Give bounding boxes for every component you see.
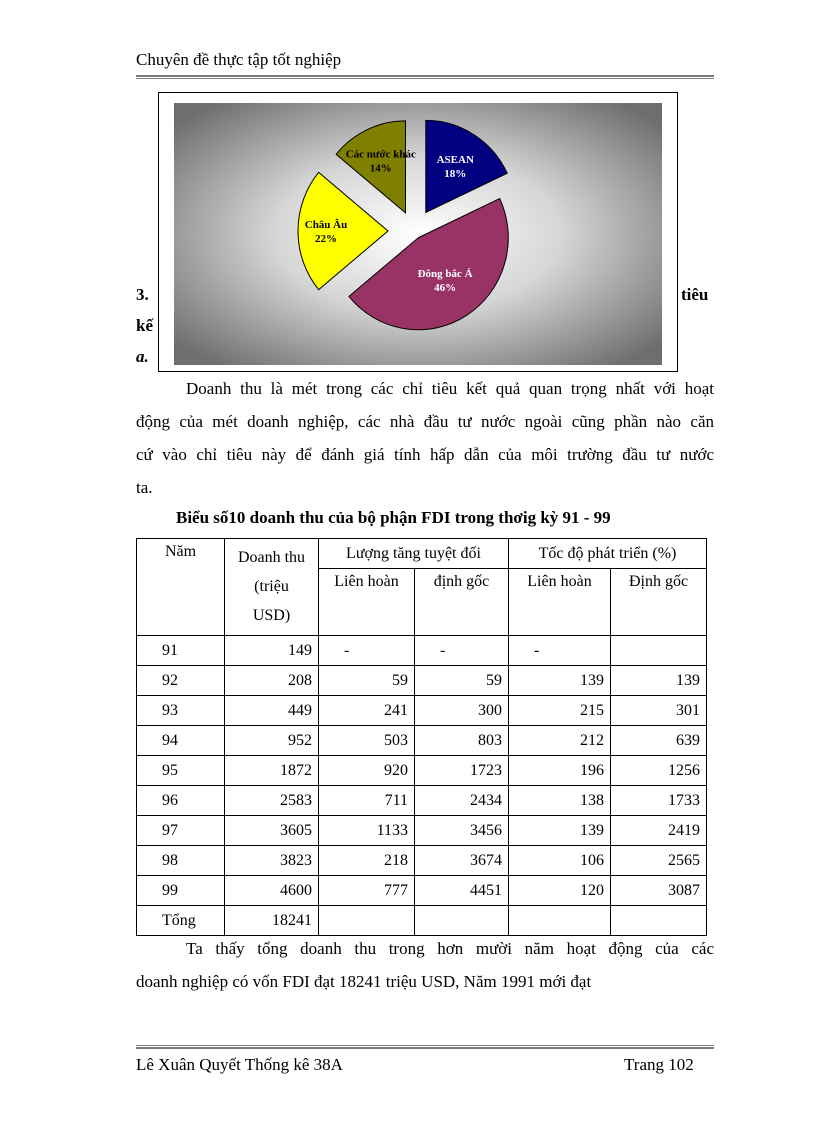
pie-slice-name-label: Châu Âu — [304, 219, 348, 231]
hidden-heading-fragment: kế — [136, 316, 153, 335]
table-cell: - — [319, 636, 415, 666]
header-growth-rate: Tốc độ phát triển (%) — [509, 539, 707, 569]
table-cell: 300 — [415, 696, 509, 726]
header-year: Năm — [137, 539, 225, 636]
paragraph-line: động của mét doanh nghiệp, các nhà đầu tư nước ngoài cũng phần nào căn — [136, 412, 714, 431]
pie-slice-name-label: Các nước khác — [345, 148, 416, 161]
table-cell: 2434 — [415, 786, 509, 816]
footer-page-number: Trang 102 — [624, 1055, 694, 1074]
paragraph-line: ta. — [136, 478, 153, 497]
header-absolute-increase: Lượng tăng tuyệt đối — [319, 539, 509, 569]
table-row — [137, 876, 707, 906]
cell-year: 92 — [137, 666, 225, 696]
table-cell: 920 — [319, 756, 415, 786]
cell-year: 94 — [137, 726, 225, 756]
table-cell: 3605 — [225, 816, 319, 846]
table-cell: 208 — [225, 666, 319, 696]
cell-year: Tổng — [137, 906, 225, 936]
pie-slice-name-label: Đông bắc Á — [417, 267, 473, 280]
table-cell — [509, 906, 611, 936]
table-cell: 218 — [319, 846, 415, 876]
cell-year: 97 — [137, 816, 225, 846]
table-cell: 1733 — [611, 786, 707, 816]
header-chain: Liên hoàn — [509, 569, 611, 636]
table-cell: 1133 — [319, 816, 415, 846]
pie-slice-name-label: ASEAN — [436, 153, 474, 166]
table-cell: 4600 — [225, 876, 319, 906]
cell-year: 99 — [137, 876, 225, 906]
table-cell: 1872 — [225, 756, 319, 786]
table-row — [137, 846, 707, 876]
table-cell: 777 — [319, 876, 415, 906]
hidden-heading-fragment: tiêu — [681, 285, 709, 304]
table-cell: 241 — [319, 696, 415, 726]
table-row — [137, 816, 707, 846]
cell-year: 95 — [137, 756, 225, 786]
table-cell: 803 — [415, 726, 509, 756]
table-cell: 952 — [225, 726, 319, 756]
table-cell: 4451 — [415, 876, 509, 906]
table-cell: 139 — [509, 816, 611, 846]
cell-year: 93 — [137, 696, 225, 726]
table-cell: 59 — [319, 666, 415, 696]
footer-author: Lê Xuân Quyết Thống kê 38A — [136, 1055, 343, 1074]
table-cell: 3674 — [415, 846, 509, 876]
paragraph-line: doanh nghiệp có vốn FDI đạt 18241 triệu USD, Năm 1991 mới đạt — [136, 972, 592, 991]
header-revenue-line: (triệu — [254, 578, 289, 595]
header-base: Định gốc — [611, 569, 707, 636]
table-cell: 120 — [509, 876, 611, 906]
table-cell: - — [509, 636, 611, 666]
table-row — [137, 786, 707, 816]
table-cell: 639 — [611, 726, 707, 756]
cell-year: 98 — [137, 846, 225, 876]
table-row — [137, 696, 707, 726]
table-cell: 138 — [509, 786, 611, 816]
table-cell: 711 — [319, 786, 415, 816]
header-revenue — [225, 539, 319, 636]
pie-slice-percent-label: 22% — [315, 233, 337, 245]
table-cell: 3823 — [225, 846, 319, 876]
table-cell: 449 — [225, 696, 319, 726]
table-cell: 59 — [415, 666, 509, 696]
pie-slice-percent-label: 14% — [369, 162, 392, 175]
table-cell — [611, 636, 707, 666]
table-row — [137, 726, 707, 756]
table-cell: 2419 — [611, 816, 707, 846]
hidden-heading-fragment: 3. — [136, 285, 149, 304]
header-rule — [136, 75, 714, 79]
table-cell: 139 — [611, 666, 707, 696]
pie-slice-percent-label: 18% — [444, 167, 467, 180]
page-header-title: Chuyên đề thực tập tốt nghiệp — [136, 50, 342, 69]
revenue-table — [136, 538, 707, 936]
cell-year: 91 — [137, 636, 225, 666]
table-cell: 3087 — [611, 876, 707, 906]
table-row — [137, 666, 707, 696]
paragraph-line: Ta thấy tổng doanh thu trong hơn mười năm hoạt động của các — [186, 939, 714, 958]
table-cell — [611, 906, 707, 936]
table-cell: 1256 — [611, 756, 707, 786]
header-revenue-line: Doanh thu — [237, 549, 306, 566]
table-cell: 503 — [319, 726, 415, 756]
table-header-row — [137, 539, 707, 569]
cell-year: 96 — [137, 786, 225, 816]
paragraph-line: Doanh thu là mét trong các chỉ tiêu kết quả quan trọng nhất với hoạt — [186, 379, 714, 398]
table-cell: - — [415, 636, 509, 666]
table-title: Biểu số10 doanh thu của bộ phận FDI trong thơig kỳ 91 - 99 — [176, 508, 611, 527]
header-revenue-line: USD) — [252, 607, 291, 624]
table-cell: 2565 — [611, 846, 707, 876]
table-cell: 106 — [509, 846, 611, 876]
table-cell: 18241 — [225, 906, 319, 936]
table-row — [137, 636, 707, 666]
table-cell — [415, 906, 509, 936]
table-cell: 212 — [509, 726, 611, 756]
table-cell: 215 — [509, 696, 611, 726]
table-cell: 139 — [509, 666, 611, 696]
header-chain: Liên hoàn — [319, 569, 415, 636]
header-base: định gốc — [415, 569, 509, 636]
pie-chart-svg — [159, 93, 677, 371]
pie-chart — [158, 92, 678, 372]
table-cell: 3456 — [415, 816, 509, 846]
paragraph-2 — [136, 932, 714, 998]
table-cell: 1723 — [415, 756, 509, 786]
table-row — [137, 756, 707, 786]
pie-slice-percent-label: 46% — [434, 281, 457, 294]
paragraph-line: cứ vào chỉ tiêu này để đánh giá tính hấp dẫn của môi trường đầu tư nước — [136, 445, 714, 464]
table-cell: 149 — [225, 636, 319, 666]
table-cell: 301 — [611, 696, 707, 726]
table-cell: 196 — [509, 756, 611, 786]
hidden-heading-fragment: a. — [136, 347, 149, 366]
table-cell — [319, 906, 415, 936]
table-row — [137, 906, 707, 936]
paragraph-1 — [136, 372, 714, 504]
footer-rule — [136, 1045, 714, 1049]
table-cell: 2583 — [225, 786, 319, 816]
